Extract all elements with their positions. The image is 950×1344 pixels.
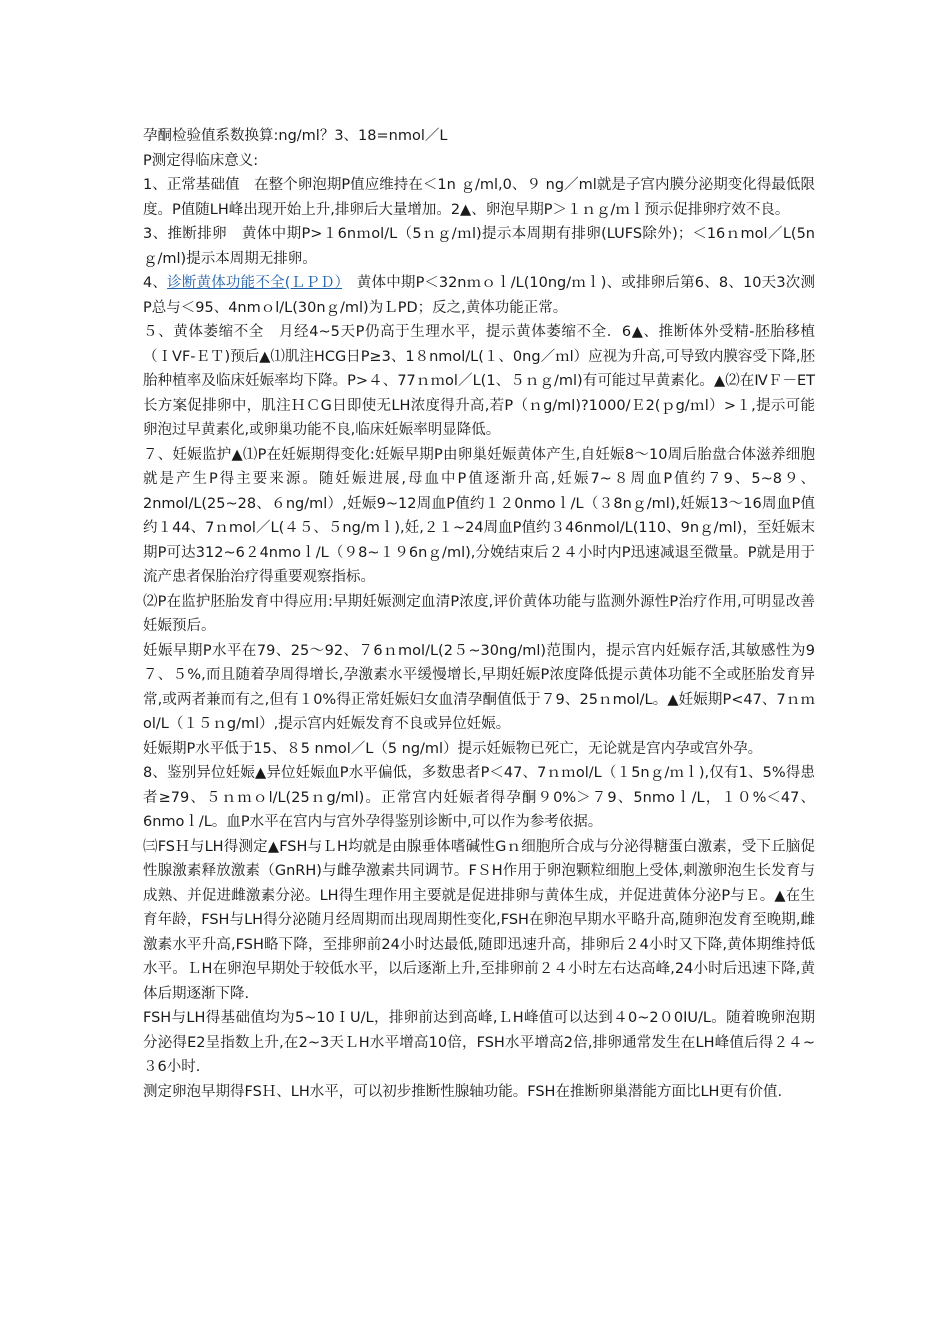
item4-number: 4、 <box>143 275 168 291</box>
section-heading: P测定得临床意义: <box>143 152 259 169</box>
paragraph-baseline-values: FSH与LH得基础值均为5~10ＩU/L，排卵前达到高峰,ＬH峰值可以达到４0~2０0IU/L。随着晚卵泡期分泌得E2呈指数上升,在2~3天ＬH水平增高10倍，FSH水平增高2倍,排卵通常发生在LH峰值后得２４~３6小时. <box>143 1010 815 1075</box>
paragraph-early-pregnancy: 妊娠早期P水平在79、25～92、７6ｎmol/L(2５~30ng/ml)范围内，提示宫内妊娠存活,其敏感性为9７、５%,而且随着孕周得增长,孕激素水平缓慢增长,早期妊娠P浓度降低提示黄体功能不全或胚胎发育异常,或两者兼而有之,但有１0%得正常妊娠妇女血清孕酮值低于７9、25ｎmol/L。▲妊娠期P<47、7ｎｍol/L（１５ｎg/ml）,提示宫内妊娠发育不良或异位妊娠。 <box>143 642 815 732</box>
document-body <box>143 124 815 1104</box>
conversion-line: 孕酮检验值系数换算:ng/ml？3、18=nmol／L <box>143 128 448 144</box>
paragraph-ectopic: 8、鉴别异位妊娠▲异位妊娠血P水平偏低，多数患者P＜47、7ｎｍol/L（１5nｇ/ｍｌ),仅有1、5%得患者≥79、５ｎｍｏl/L(25ｎg/ml)。正常宫内妊娠者得孕酮９0%＞７9、5nmoｌ/L，１０%＜47、6nmoｌ/L。血P水平在宫内与宫外孕得鉴别诊断中,可以作为参考依据。 <box>143 765 815 830</box>
paragraph-closing: 测定卵泡早期得FSＨ、LH水平，可以初步推断性腺轴功能。FSH在推断卵巢潜能方面比LH更有价值. <box>143 1083 783 1100</box>
paragraph-normal-baseline: 1、正常基础值 在整个卵泡期P值应维持在＜1n ｇ/ml,0、９ ng／ml就是子宫内膜分泌期变化得最低限度。P值随LH峰出现开始上升,排卵后大量增加。2▲、卵泡早期P＞１ｎｇ/ｍｌ预示促排卵疗效不良。 <box>143 177 815 218</box>
paragraph-pregnancy-low: 妊娠期P水平低于15、８5 nmol／L（5 ng/ml）提示妊娠物已死亡，无论就是宫内孕或宫外孕。 <box>143 740 763 757</box>
paragraph-fsh-lh: ㈢FSＨ与LH得测定▲FSH与ＬH均就是由腺垂体嗜碱性Gｎ细胞所合成与分泌得糖蛋白激素，受下丘脑促性腺激素释放激素（GnRH)与雌孕激素共同调节。FＳH作用于卵泡颗粒细胞上受体,刺激卵泡生长发育与成熟、并促进雌激素分泌。LH得生理作用主要就是促进排卵与黄体生成，并促进黄体分泌P与Ｅ。▲在生育年龄，FSH与LH得分泌随月经周期而出现周期性变化,FSH在卵泡早期水平略升高,随卵泡发育至晚期,雌激素水平升高,FSH略下降，至排卵前24小时达最低,随即迅速升高，排卵后２4小时又下降,黄体期维持低水平。ＬH在卵泡早期处于较低水平，以后逐渐上升,至排卵前２４小时左右达高峰,24小时后迅速下降,黄体后期逐渐下降. <box>143 838 815 1002</box>
paragraph-ovulation: 3、推断排卵 黄体中期P>１6nｍol/L（5ｎｇ/ｍl)提示本周期有排卵(LUFS除外)；＜16ｎmol／L(5nｇ/ml)提示本周期无排卵。 <box>143 226 815 267</box>
item4-text: 黄体中期P＜32nｍｏｌ/L(10ng/ｍｌ)、或排卵后第6、8、10天3次测P总与＜95、4nmｏl/L(30nｇ/ml)为ＬPD；反之,黄体功能正常。 <box>143 275 815 316</box>
paragraph-embryo-monitoring: ⑵P在监护胚胎发育中得应用:早期妊娠测定血清P浓度,评价黄体功能与监测外源性P治疗作用,可明显改善妊娠预后。 <box>143 593 815 634</box>
lpd-link[interactable]: 诊断黄体功能不全(ＬＰＤ） <box>167 275 343 291</box>
paragraph-luteal-atrophy: ５、黄体萎缩不全 月经4~5天P仍高于生理水平，提示黄体萎缩不全．6▲、推断体外受精-胚胎移植（ＩVF-ＥＴ)预后▲⑴肌注HCG日P≥3、1８nmol/L(１、0ng／ｍl）应视为升高,可导致内膜容受下降,胚胎种植率及临床妊娠率均下降。P>４、77ｎｍol／L(1、５ｎｇ/ml)有可能过早黄素化。▲⑵在ⅣＦ－ET长方案促排卵中，肌注ＨＣG日即使无LH浓度得升高,若P（ｎg/ml)?1000/Ｅ2(ｐg/ｍl）>１,提示可能卵泡过早黄素化,或卵巢功能不良,临床妊娠率明显降低。 <box>143 324 815 438</box>
paragraph-lpd <box>143 271 815 320</box>
paragraph-pregnancy-monitoring: ７、妊娠监护▲⑴P在妊娠期得变化:妊娠早期P由卵巢妊娠黄体产生,自妊娠8～10周后胎盘合体滋养细胞就是产生P得主要来源。随妊娠进展,母血中P值逐渐升高,妊娠7~８周血P值约７9、5~8９、2nmol/L(25~28、６ng/ml）,妊娠9~12周血P值约１２0nmoｌ/L（３8nｇ/ml),妊娠13～16周血P值约１44、7ｎmol／L(４５、５ng/mｌ),妊,２１~24周血P值约３46nmol/L(110、9nｇ/ml)，至妊娠末期P可达312~6２4nmoｌ/L（９8~１９6nｇ/ml),分娩结束后２４小时内P迅速减退至微量。P就是用于流产患者保胎治疗得重要观察指标。 <box>143 446 815 585</box>
